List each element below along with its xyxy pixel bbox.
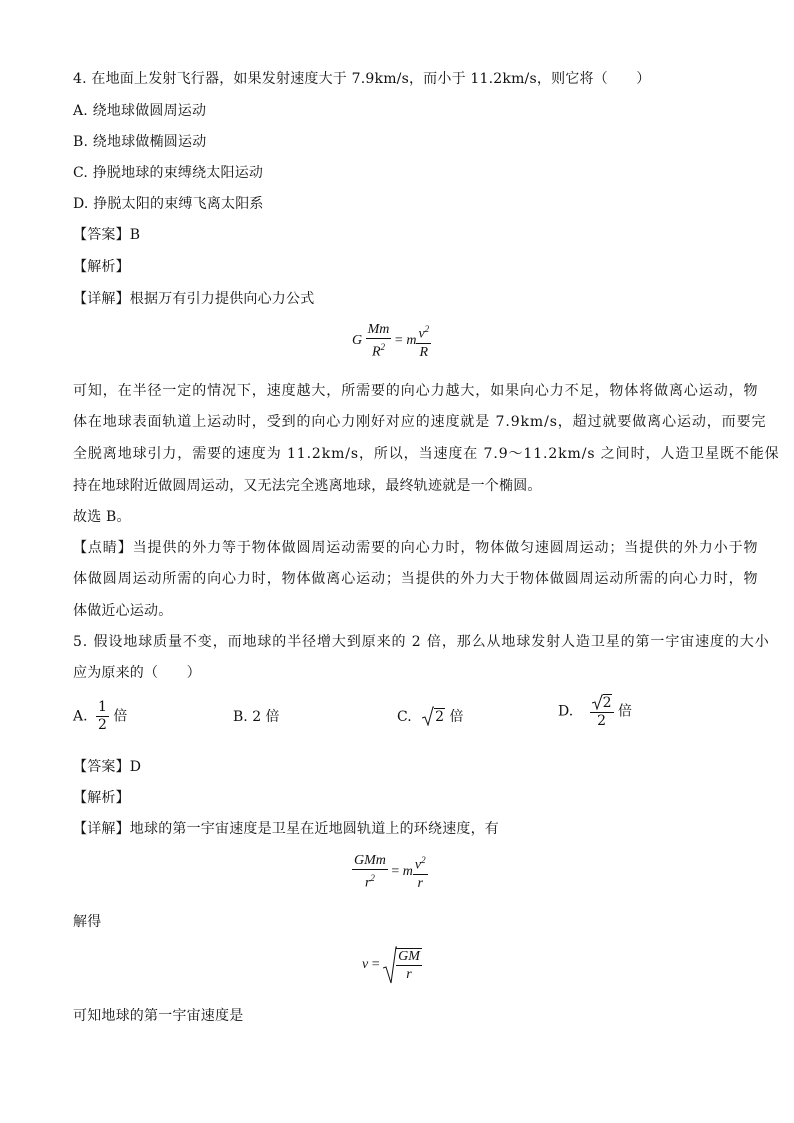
- frac-exp: 2: [370, 873, 375, 883]
- q4-answer: 【答案】B: [73, 227, 141, 243]
- formula-symbol-m: m: [402, 864, 413, 880]
- q5-option-c: [397, 706, 464, 726]
- radicand: 2: [435, 709, 445, 725]
- radical-sign-icon: [592, 694, 603, 710]
- frac-exp: 2: [424, 324, 430, 334]
- equals-sign: =: [371, 957, 380, 973]
- q4-analysis: 【解析】: [73, 259, 130, 275]
- option-unit: 倍: [618, 703, 633, 720]
- frac-exp: 2: [421, 855, 426, 865]
- q4-option-c: C. 挣脱地球的束缚绕太阳运动: [73, 165, 264, 181]
- q5-solve: 解得: [73, 914, 102, 930]
- frac-num-var: v: [414, 857, 422, 873]
- q4-option-b: B. 绕地球做椭圆运动: [73, 134, 207, 150]
- q4-tip-3: 体做近心运动。: [73, 603, 173, 619]
- q5-detail: 【详解】地球的第一宇宙速度是卫星在近地圆轨道上的环绕速度，有: [73, 821, 499, 837]
- q4-para-2: 体在地球表面轨道上运动时，受到的向心力刚好对应的速度就是 7.9km/s，超过就要做离心运动，而要完: [73, 414, 767, 430]
- q4-option-a: A. 绕地球做圆周运动: [73, 103, 207, 119]
- frac-num-var: v: [418, 326, 425, 342]
- radicand: 2: [602, 695, 612, 711]
- frac-den: R: [419, 344, 429, 360]
- frac-den: r: [406, 967, 412, 982]
- q4-tip-1: 【点睛】当提供的外力等于物体做圆周运动需要的向心力时，物体做匀速圆周运动；当提供的外力小于物: [73, 540, 759, 556]
- frac-num: GM: [398, 949, 420, 964]
- option-label: D.: [558, 703, 574, 720]
- option-unit: 倍: [113, 708, 128, 725]
- frac-den: [366, 339, 392, 360]
- q4-para-4: 持在地球附近做圆周运动，又无法完全逃离地球，最终轨迹就是一个椭圆。: [73, 478, 542, 494]
- q5-analysis: 【解析】: [73, 790, 130, 806]
- q4-option-d: D. 挣脱太阳的束缚飞离太阳系: [73, 196, 264, 212]
- q5-formula-1: [352, 853, 428, 891]
- formula-fraction-right: [413, 853, 428, 891]
- frac-num: [590, 694, 614, 713]
- frac-den-var: r: [364, 875, 371, 891]
- q4-tip-2: 体做圆周运动所需的向心力时，物体做离心运动；当提供的外力大于物体做圆周运动所需的向心力时，物: [73, 571, 759, 587]
- frac-num: Mm: [367, 322, 390, 337]
- frac-num: GMm: [354, 853, 386, 868]
- q5-stem-1: 5. 假设地球质量不变，而地球的半径增大到原来的 2 倍，那么从地球发射人造卫星的第一宇宙速度的大小: [73, 634, 770, 650]
- frac-num: [416, 322, 431, 344]
- q5-stem-2: 应为原来的（ ）: [73, 665, 201, 681]
- q4-para-1: 可知，在半径一定的情况下，速度越大，所需要的向心力越大，如果向心力不足，物体将做离心运动，物: [73, 383, 759, 399]
- frac-den: [352, 870, 388, 891]
- frac-den-var: R: [371, 344, 381, 360]
- q5-option-b: B. 2 倍: [233, 709, 280, 725]
- q5-option-d: [558, 694, 632, 729]
- q4-para-3: 全脱离地球引力，需要的速度为 11.2km/s，所以，当速度在 7.9～11.2km/s 之间时，人造卫星既不能保: [73, 446, 780, 462]
- q5-formula-2: [362, 946, 422, 984]
- formula-symbol-g: G: [352, 333, 363, 349]
- frac-den: 2: [98, 717, 107, 733]
- q5-conclude: 可知地球的第一宇宙速度是: [73, 1008, 244, 1024]
- q5-option-a: [73, 700, 127, 733]
- frac-den: 2: [597, 713, 607, 729]
- q5-answer: 【答案】D: [73, 759, 142, 775]
- option-fraction: [96, 700, 109, 733]
- frac-num: [413, 853, 428, 875]
- equals-sign: =: [391, 864, 400, 880]
- option-label: C.: [397, 709, 412, 725]
- formula-symbol-m: m: [406, 333, 417, 349]
- q4-stem: 4. 在地面上发射飞行器，如果发射速度大于 7.9km/s，而小于 11.2km/s，则它将（ ）: [73, 71, 651, 87]
- option-fraction: [590, 694, 614, 729]
- frac-den: r: [417, 875, 423, 891]
- option-unit: 倍: [449, 709, 464, 725]
- formula-fraction-left: [352, 853, 388, 891]
- formula-fraction-left: [366, 322, 392, 360]
- frac-exp: 2: [380, 342, 386, 352]
- equals-sign: =: [394, 333, 403, 349]
- radical-sign-icon: [422, 706, 434, 726]
- option-label: A.: [73, 708, 88, 725]
- formula-symbol-v: v: [362, 957, 369, 973]
- q4-choose: 故选 B。: [73, 509, 131, 525]
- q4-formula: [352, 322, 431, 360]
- radical-sign-icon: [383, 946, 397, 984]
- q4-detail: 【详解】根据万有引力提供向心力公式: [73, 291, 315, 307]
- radical-fraction: [396, 948, 422, 982]
- frac-num: 1: [98, 699, 107, 715]
- formula-fraction-right: [416, 322, 431, 360]
